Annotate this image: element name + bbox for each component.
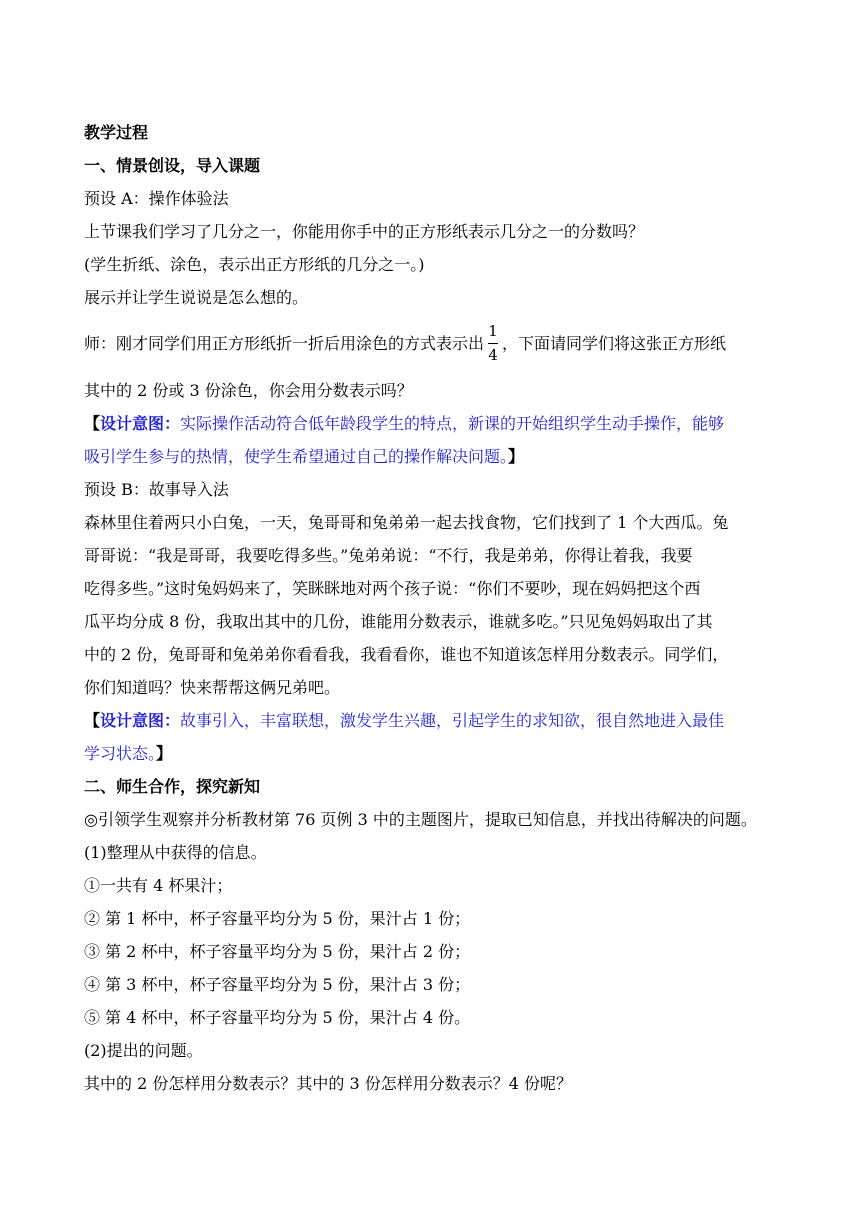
- design-intent-label: 设计意图：: [100, 414, 181, 433]
- fraction-one-quarter: [487, 320, 499, 366]
- paragraph-text: 师：刚才同学们用正方形纸折一折后用涂色的方式表示出: [84, 334, 485, 353]
- paragraph: 展示并让学生说说是怎么想的。: [84, 288, 309, 307]
- paragraph-text: ，下面请同学们将这张正方形纸: [502, 334, 727, 353]
- fraction-numerator: 1: [488, 321, 498, 340]
- list-item: ①一共有 4 杯果汁；: [84, 876, 233, 895]
- fraction-bar: [488, 343, 498, 344]
- design-intent-text: 实际操作活动符合低年龄段学生的特点，新课的开始组织学生动手操作，能够: [180, 414, 725, 433]
- subheading: (1)整理从中获得的信息。: [84, 843, 267, 862]
- design-intent-2-cont: [84, 737, 784, 770]
- page-heading: 教学过程: [84, 123, 149, 142]
- preset-a-label: 预设 A：操作体验法: [84, 189, 229, 208]
- design-intent-text: 吸引学生参与的热情，使学生希望通过自己的操作解决问题。: [84, 447, 509, 466]
- bracket-close: 】: [156, 744, 173, 763]
- lesson-content: [84, 116, 784, 1100]
- section2-title: 二、师生合作，探究新知: [84, 777, 261, 796]
- fraction-denominator: 4: [488, 345, 498, 364]
- bracket-open: 【: [84, 711, 101, 730]
- list-item: ② 第 1 杯中，杯子容量平均分为 5 份，果汁占 1 份；: [84, 909, 471, 928]
- bracket-open: 【: [84, 414, 101, 433]
- design-intent-1: [84, 407, 784, 440]
- design-intent-label: 设计意图：: [100, 711, 181, 730]
- list-item: ③ 第 2 杯中，杯子容量平均分为 5 份，果汁占 2 份；: [84, 942, 471, 961]
- design-intent-1-cont: [84, 440, 784, 473]
- story-line: 瓜平均分成 8 份，我取出其中的几份，谁能用分数表示，谁就多吃。”只见兔妈妈取出了其: [84, 612, 713, 631]
- design-intent-text: 学习状态。: [84, 744, 157, 763]
- story-line: 森林里住着两只小白兔，一天，兔哥哥和兔弟弟一起去找食物，它们找到了 1 个大西瓜。兔: [84, 513, 729, 532]
- design-intent-text: 故事引入，丰富联想，激发学生兴趣，引起学生的求知欲，很自然地进入最佳: [180, 711, 725, 730]
- subheading: (2)提出的问题。: [84, 1041, 203, 1060]
- preset-b-label: 预设 B：故事导入法: [84, 480, 229, 499]
- bracket-close: 】: [508, 447, 525, 466]
- story-line: 哥哥说：“我是哥哥，我要吃得多些。”兔弟弟说：“不行，我是弟弟，你得让着我，我要: [84, 546, 693, 565]
- paragraph: 其中的 2 份怎样用分数表示？其中的 3 份怎样用分数表示？4 份呢？: [84, 1074, 572, 1093]
- section1-title: 一、情景创设，导入课题: [84, 156, 261, 175]
- paragraph: ◎引领学生观察并分析教材第 76 页例 3 中的主题图片，提取已知信息，并找出待解决的问题。: [84, 810, 757, 829]
- paragraph-with-fraction: [84, 314, 784, 374]
- paragraph: 上节课我们学习了几分之一，你能用你手中的正方形纸表示几分之一的分数吗？: [84, 222, 645, 241]
- paragraph: 其中的 2 份或 3 份涂色，你会用分数表示吗？: [84, 381, 413, 400]
- paragraph: (学生折纸、涂色，表示出正方形纸的几分之一。): [84, 255, 425, 274]
- design-intent-2: [84, 704, 784, 737]
- story-line: 中的 2 份，兔哥哥和兔弟弟你看看我，我看看你，谁也不知道该怎样用分数表示。同学们，: [84, 645, 729, 664]
- list-item: ④ 第 3 杯中，杯子容量平均分为 5 份，果汁占 3 份；: [84, 975, 471, 994]
- story-line: 吃得多些。”这时兔妈妈来了，笑眯眯地对两个孩子说：“你们不要吵，现在妈妈把这个西: [84, 579, 701, 598]
- story-line: 你们知道吗？快来帮帮这俩兄弟吧。: [84, 678, 341, 697]
- list-item: ⑤ 第 4 杯中，杯子容量平均分为 5 份，果汁占 4 份。: [84, 1008, 471, 1027]
